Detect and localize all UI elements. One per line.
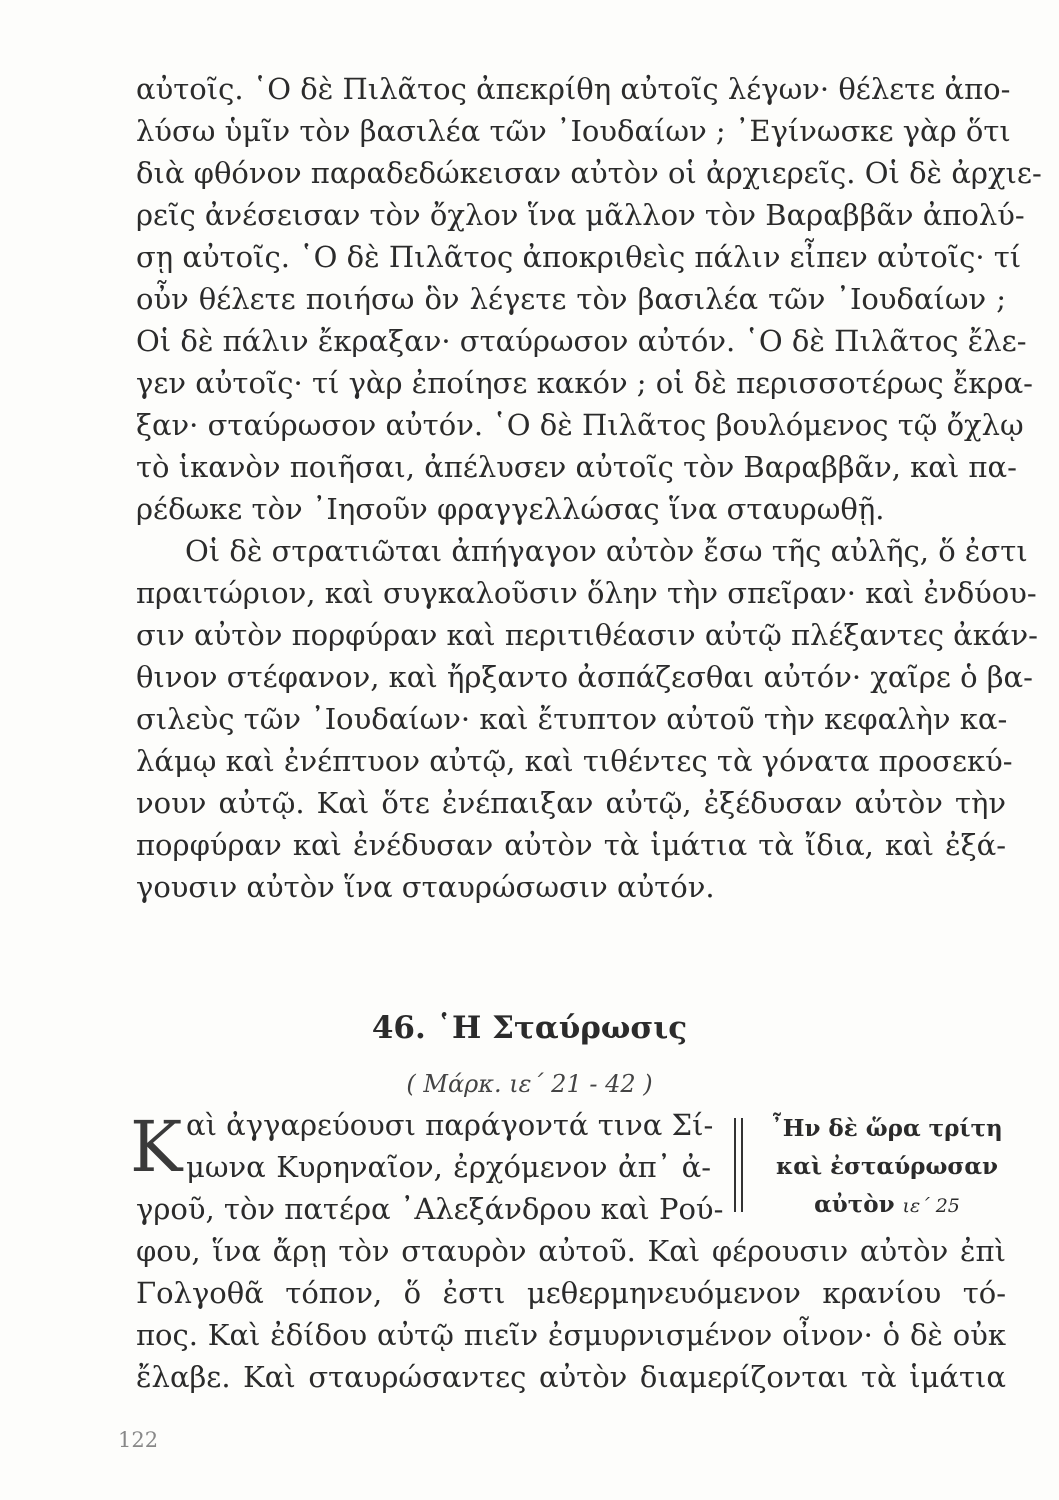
section-reference: ( Μάρκ. ιε΄ 21 - 42 ) <box>406 1070 653 1098</box>
text-line: αὶ ἀγγαρεύουσι παράγοντά τινα Σί- <box>186 1108 714 1142</box>
text-line: Οἱ δὲ στρατιῶται ἀπήγαγον αὐτὸν ἔσω τῆς αὐλῆς, ὅ ἐστι <box>185 534 1028 568</box>
text-line: σιν αὐτὸν πορφύραν καὶ περιτιθέασιν αὐτῷ πλέξαντες ἀκάν- <box>136 618 1038 652</box>
text-line: λάμῳ καὶ ἐνέπτυον αὐτῷ, καὶ τιθέντες τὰ γόνατα προσεκύ- <box>136 744 1013 778</box>
text-line: ρεῖς ἀνέσεισαν τὸν ὄχλον ἵνα μᾶλλον τὸν Βαραββᾶν ἀπολύ- <box>136 198 1025 232</box>
sidenote-text: αὐτὸν <box>814 1191 895 1218</box>
text-line: ἔλαβε. Καὶ σταυρώσαντες αὐτὸν διαμερίζονται τὰ ἱμάτια <box>136 1360 1006 1394</box>
text-line: γουσιν αὐτὸν ἵνα σταυρώσωσιν αὐτόν. <box>136 870 715 904</box>
drop-cap: Κ <box>130 1106 183 1188</box>
text-line: γροῦ, τὸν πατέρα ᾿Αλεξάνδρου καὶ Ρού- <box>136 1192 724 1226</box>
text-line: αὐτοῖς. ῾Ο δὲ Πιλᾶτος ἀπεκρίθη αὐτοῖς λέγων· θέλετε ἀπο- <box>136 72 1011 106</box>
margin-rule <box>741 1118 743 1212</box>
text-line: μωνα Κυρηναῖον, ἐρχόμενον ἀπ᾿ ἀ- <box>186 1150 711 1184</box>
text-line: πος. Καὶ ἐδίδου αὐτῷ πιεῖν ἐσμυρνισμένον οἶνον· ὁ δὲ οὐκ <box>136 1318 1006 1352</box>
margin-rule <box>734 1118 736 1212</box>
text-line: σιλεὺς τῶν ᾿Ιουδαίων· καὶ ἔτυπτον αὐτοῦ τὴν κεφαλὴν κα- <box>136 702 1008 736</box>
text-line: γεν αὐτοῖς· τί γὰρ ἐποίησε κακόν ; οἱ δὲ περισσοτέρως ἔκρα- <box>136 366 1033 400</box>
text-line: φου, ἵνα ἄρῃ τὸν σταυρὸν αὐτοῦ. Καὶ φέρουσιν αὐτὸν ἐπὶ <box>136 1234 1006 1268</box>
text-line: θινον στέφανον, καὶ ἤρξαντο ἀσπάζεσθαι αὐτόν· χαῖρε ὁ βα- <box>136 660 1033 694</box>
text-line: οὖν θέλετε ποιήσω ὃν λέγετε τὸν βασιλέα τῶν ᾿Ιουδαίων ; <box>136 282 1006 316</box>
sidenote <box>752 1110 1022 1225</box>
section-heading: 46. ῾Η Σταύρωσις <box>371 1010 688 1046</box>
text-line: ξαν· σταύρωσον αὐτόν. ῾Ο δὲ Πιλᾶτος βουλόμενος τῷ ὄχλῳ <box>136 408 1024 442</box>
text-line: Οἱ δὲ πάλιν ἔκραξαν· σταύρωσον αὐτόν. ῾Ο δὲ Πιλᾶτος ἔλε- <box>136 324 1027 358</box>
sidenote-line: ῏Ην δὲ ὥρα τρίτη <box>771 1115 1003 1142</box>
text-line: νουν αὐτῷ. Καὶ ὅτε ἐνέπαιξαν αὐτῷ, ἐξέδυσαν αὐτὸν τὴν <box>136 786 1006 820</box>
text-line: λύσω ὑμῖν τὸν βασιλέα τῶν ᾿Ιουδαίων ; ᾿Εγίνωσκε γὰρ ὅτι <box>136 114 1011 148</box>
text-line: ρέδωκε τὸν ᾿Ιησοῦν φραγγελλώσας ἵνα σταυρωθῇ. <box>136 492 885 526</box>
text-line: πραιτώριον, καὶ συγκαλοῦσιν ὅλην τὴν σπεῖραν· καὶ ἐνδύου- <box>136 576 1037 610</box>
sidenote-reference: ιε΄ 25 <box>902 1195 960 1217</box>
text-line: διὰ φθόνον παραδεδώκεισαν αὐτὸν οἱ ἀρχιερεῖς. Οἱ δὲ ἀρχιε- <box>136 156 1042 190</box>
sidenote-line: καὶ ἐσταύρωσαν <box>776 1153 998 1180</box>
text-line: Γολγοθᾶ τόπον, ὅ ἐστι μεθερμηνευόμενον κρανίου τό- <box>136 1276 1006 1310</box>
text-line: σῃ αὐτοῖς. ῾Ο δὲ Πιλᾶτος ἀποκριθεὶς πάλιν εἶπεν αὐτοῖς· τί <box>136 240 1022 274</box>
page-number: 122 <box>118 1428 159 1452</box>
text-line: τὸ ἱκανὸν ποιῆσαι, ἀπέλυσεν αὐτοῖς τὸν Βαραββᾶν, καὶ πα- <box>136 450 1017 484</box>
sidenote-line <box>752 1186 1022 1225</box>
text-line: πορφύραν καὶ ἐνέδυσαν αὐτὸν τὰ ἱμάτια τὰ ἴδια, καὶ ἐξά- <box>136 828 1006 862</box>
